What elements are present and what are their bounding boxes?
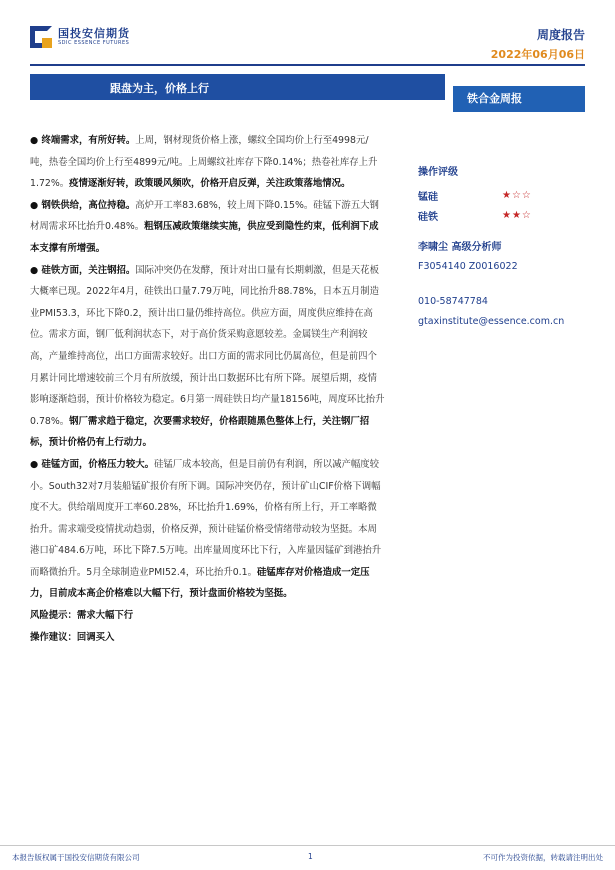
paragraph-highlight: 钢厂需求趋于稳定，次要需求较好，价格跟随黑色整体上行，关注钢厂招标，预计价格仍有上行动力。	[30, 415, 370, 449]
logo-cn-text: 国投安信期货	[58, 27, 130, 40]
footer-divider	[0, 845, 615, 846]
paragraph-highlight: 硅锰库存对价格造成一定压力，目前成本高企价格难以大幅下行，预计盘面价格较为坚挺。	[30, 566, 370, 600]
paragraph-supply	[30, 195, 385, 260]
logo-icon	[30, 26, 52, 48]
rating-row-silicomanganese	[418, 185, 588, 205]
paragraph-text: 上周，钢材现货价格上涨，螺纹全国均价上行至4998元/吨，热卷全国均价上行至4899元/吨。上周螺纹社库存下降0.14%；热卷社库存上升1.72%。	[30, 135, 378, 190]
headline: 跟盘为主，价格上行	[110, 82, 209, 95]
paragraph-ferrosilicon	[30, 260, 385, 454]
paragraph-silicomanganese	[30, 454, 385, 605]
star-rating-icon: ★☆☆	[502, 189, 532, 201]
page-number: 1	[308, 852, 313, 861]
report-body	[30, 130, 385, 648]
star-rating-icon: ★★☆	[502, 209, 532, 221]
paragraph-label: ● 硅锰方面，价格压力较大。	[30, 458, 154, 470]
rating-name: 硅铁	[418, 211, 438, 223]
analyst-name: 李啸尘 高级分析师	[418, 242, 502, 253]
paragraph-highlight: 粗钢压减政策继续实施，供应受到隐性约束，低利润下成本支撑有所增强。	[30, 221, 379, 254]
report-type: 周度报告	[536, 28, 585, 42]
rating-name: 锰硅	[418, 191, 438, 203]
header-divider	[30, 64, 585, 66]
paragraph-text: 高炉开工率83.68%，较上周下降0.15%。硅锰下游五大钢材周需求环比抬升0.48%。	[30, 199, 379, 233]
section-tag: 铁合金周报	[453, 86, 585, 112]
rating-panel	[418, 163, 588, 225]
risk-note: 风险提示：需求大幅下行	[30, 610, 134, 622]
paragraph-label: ● 钢铁供给，高位持稳。	[30, 199, 136, 211]
paragraph-highlight: 疫情逐渐好转，政策暖风频吹，价格开启反弹，关注政策落地情况。	[69, 178, 351, 190]
paragraph-text: 国际冲突仍在发酵，预计对出口量有长期刺激，但是天花板大概率已现。2022年4月，硅铁出口量7.79万吨，同比抬升88.78%，日本五月制造业PMI53.3，环比下降0.2，预计出口量仍维持高位。供应方面，周度供应维持在高位。需求方面，钢厂低利润状态下，对于高价货采购意愿较差。金属镁生产利润较高，产量维持高位，出口方面需求较好。出口方面的需求同比仍属高位，但是前四个月累计同比增速较前三个月有所放缓，预计出口数据环比有所下降。展望后期，疫情影响逐渐趋弱，预计价格较为稳定。6月第一周硅铁日均产量18156吨，周度环比抬升0.78%。	[30, 264, 385, 427]
report-date: 2022年06月06日	[490, 48, 585, 61]
logo-en-text: SDIC ESSENCE FUTURES	[58, 40, 130, 46]
operation-advice: 操作建议：回调买入	[30, 631, 115, 643]
footer-disclaimer: 不可作为投资依据，转载请注明出处	[483, 853, 603, 862]
contact-phone: 010-58747784	[418, 296, 488, 307]
paragraph-label: ● 终端需求，有所好转。	[30, 135, 136, 146]
paragraph-demand	[30, 130, 385, 195]
rating-row-ferrosilicon	[418, 205, 588, 225]
paragraph-label: ● 硅铁方面，关注钢招。	[30, 264, 136, 276]
footer-copyright: 本报告版权属于国投安信期货有限公司	[12, 853, 140, 862]
paragraph-text: 硅锰厂成本较高，但是目前仍有利润，所以减产幅度较小。South32对7月装船锰矿报价有所下调。国际冲突仍存，预计矿山CIF价格下调幅度不大。供给端周度开工率60.28%，环比抬升1.69%，价格有所上行，开工率略微抬升。需求端受疫情扰动趋弱，价格反弹，预计硅锰价格受情绪带动较为坚挺。本周港口矿484.6万吨，环比下降7.5万吨。出库量周度环比下行，入库量因锰矿到港抬升而略微抬升。5月全球制造业PMI52.4，环比抬升0.1。	[30, 458, 382, 578]
rating-title: 操作评级	[418, 167, 458, 178]
analyst-certificates: F3054140 Z0016022	[418, 261, 518, 272]
company-logo	[30, 26, 130, 48]
contact-email[interactable]: gtaxinstitute@essence.com.cn	[418, 316, 565, 327]
headline-bar	[30, 74, 445, 100]
